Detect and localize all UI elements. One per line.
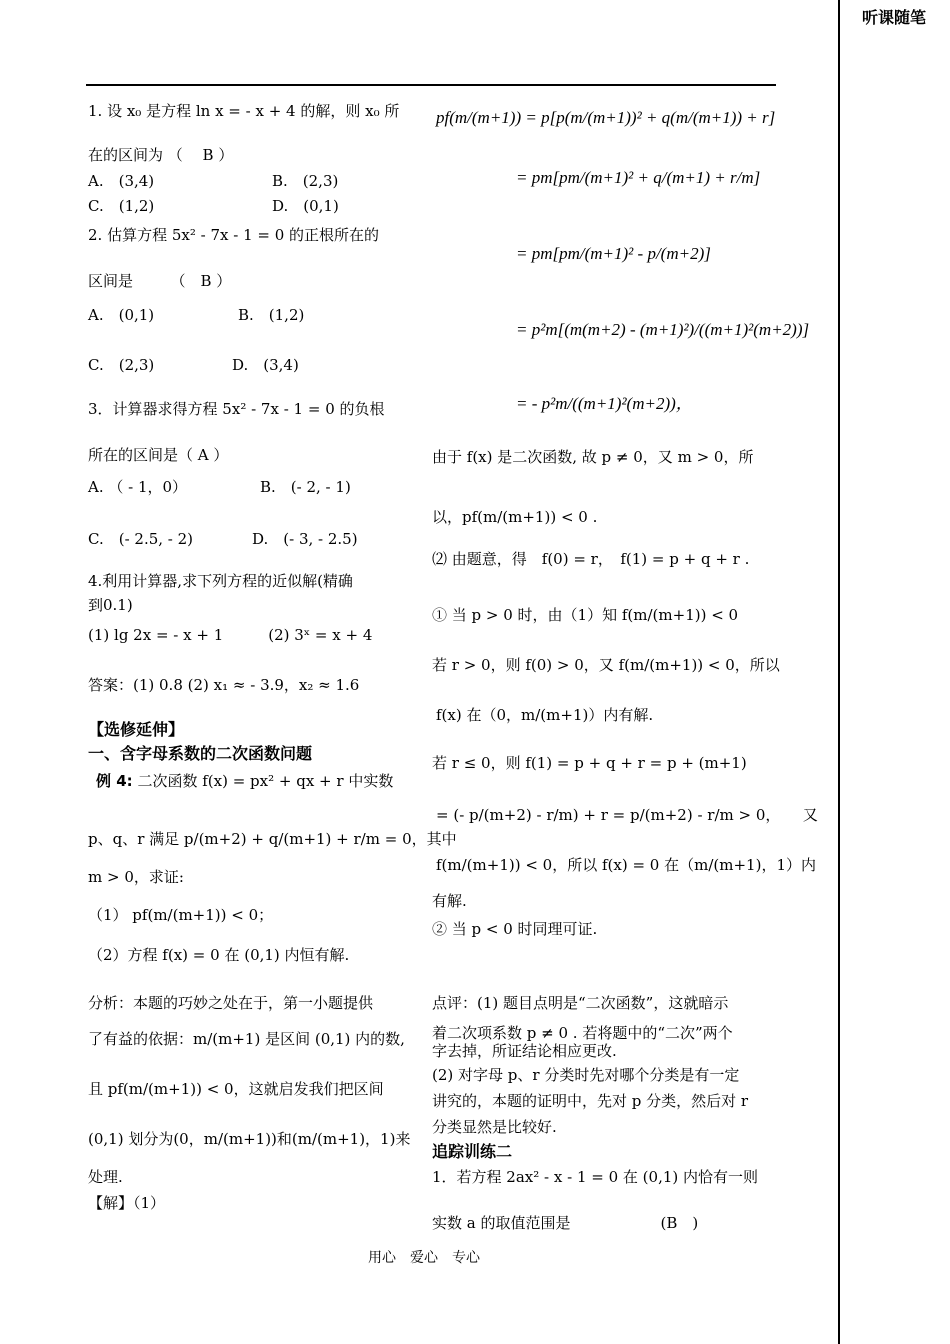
comment-line-4: (2) 对字母 p、r 分类时先对哪个分类是有一定 [432,1066,740,1084]
proof-line-9: f(m/(m+1)) < 0，所以 f(x) = 0 在（m/(m+1)，1）内 [436,856,816,874]
proof-line-10: 有解. [432,892,467,910]
derivation-step-1: pf(m/(m+1)) = p[p(m/(m+1))² + q(m/(m+1)) + r] [436,108,776,127]
q3-stem-cont: 所在的区间是（ A ） [88,446,229,464]
header-rule [86,84,776,86]
q2-option-b: B. (1,2) [238,306,305,324]
proof-line-1: 由于 f(x) 是二次函数, 故 p ≠ 0，又 m > 0，所 [432,448,754,466]
proof-line-2: 以，pf(m/(m+1)) < 0 . [432,508,598,526]
training-q1-line2: 实数 a 的取值范围是 (B ) [432,1214,699,1232]
training-q1-line1: 1．若方程 2ax² - x - 1 = 0 在 (0,1) 内恰有一则 [432,1168,758,1186]
proof-line-3: ⑵ 由题意，得 f(0) = r， f(1) = p + q + r . [432,550,750,568]
q3-option-b: B. (- 2, - 1) [260,478,351,496]
comment-line-3: 字去掉，所证结论相应更改. [432,1042,617,1060]
q3-option-d: D. (- 3, - 2.5) [252,530,358,548]
comment-line-6: 分类显然是比较好. [432,1118,557,1136]
q2-option-d: D. (3,4) [232,356,299,374]
proof-line-7: 若 r ≤ 0，则 f(1) = p + q + r = p + (m+1) [432,754,747,772]
q3-option-c: C. (- 2.5, - 2) [88,530,194,548]
derivation-step-4: = p²m[(m(m+2) - (m+1)²)/((m+1)²(m+2))] [516,320,810,339]
example-4-part2: （2）方程 f(x) = 0 在 (0,1) 内恒有解. [88,946,350,964]
section-title: 一、含字母系数的二次函数问题 [88,744,313,763]
tracking-training-heading: 追踪训练二 [432,1142,513,1161]
example-4-part1: （1） pf(m/(m+1)) < 0； [88,906,274,924]
q1-stem: 1. 设 x₀ 是方程 ln x = - x + 4 的解，则 x₀ 所 [88,102,400,120]
q4-stem: 4.利用计算器,求下列方程的近似解(精确 [88,572,353,590]
q3-stem: 3．计算器求得方程 5x² - 7x - 1 = 0 的负根 [88,400,385,418]
example-4-line3: m > 0，求证: [88,868,184,886]
analysis-line4: (0,1) 划分为(0，m/(m+1))和(m/(m+1)，1)来 [88,1130,411,1148]
proof-line-5: 若 r > 0，则 f(0) > 0，又 f(m/(m+1)) < 0，所以 [432,656,780,674]
q1-stem-cont: 在的区间为 （ B ） [88,146,234,164]
q1-option-d: D. (0,1) [272,197,339,215]
comment-line-5: 讲究的，本题的证明中，先对 p 分类，然后对 r [432,1092,749,1110]
sidebar-title: 听课随笔 [862,8,927,27]
example-4-line2: p、q、r 满足 p/(m+2) + q/(m+1) + r/m = 0，其中 [88,830,457,848]
derivation-step-3: = pm[pm/(m+1)² - p/(m+2)] [516,244,711,263]
sidebar-divider [838,0,840,1344]
analysis-line3: 且 pf(m/(m+1)) < 0，这就启发我们把区间 [88,1080,384,1098]
q3-option-a: A. （ - 1，0） [88,478,188,496]
derivation-step-2: = pm[pm/(m+1)² + q/(m+1) + r/m] [516,168,761,187]
q2-option-c: C. (2,3) [88,356,155,374]
q4-equations: (1) lg 2x = - x + 1 (2) 3ˣ = x + 4 [88,626,373,644]
derivation-step-5: = - p²m/((m+1)²(m+2))， [516,394,693,413]
example-4-text: 二次函数 f(x) = px² + qx + r 中实数 [137,772,394,790]
q1-option-b: B. (2,3) [272,172,339,190]
q2-stem: 2. 估算方程 5x² - 7x - 1 = 0 的正根所在的 [88,226,380,244]
q4-stem-cont: 到0.1) [88,596,133,614]
comment-line-1: 点评：(1) 题目点明是“二次函数”，这就暗示 [432,994,729,1012]
solution-heading: 【解】（1） [88,1194,166,1212]
analysis-line5: 处理. [88,1168,123,1186]
analysis-line1: 分析：本题的巧妙之处在于，第一小题提供 [88,994,374,1012]
proof-line-8: = (- p/(m+2) - r/m) + r = p/(m+2) - r/m > 0， 又 [436,806,818,824]
q2-stem-cont: 区间是 （ B ） [88,272,232,290]
example-4-line1 [96,772,393,790]
q2-option-a: A. (0,1) [88,306,155,324]
q4-answer: 答案：(1) 0.8 (2) x₁ ≈ - 3.9，x₂ ≈ 1.6 [88,676,360,694]
comment-line-2: 着二次项系数 p ≠ 0 . 若将题中的“二次”两个 [432,1024,733,1042]
elective-heading: 【选修延伸】 [88,720,185,739]
proof-line-6: f(x) 在（0，m/(m+1)）内有解. [436,706,654,724]
proof-line-11: ② 当 p < 0 时同理可证. [432,920,598,938]
q1-option-c: C. (1,2) [88,197,155,215]
page-footer: 用心 爱心 专心 [368,1250,480,1266]
example-4-label: 例 4: [96,772,133,790]
proof-line-4: ① 当 p > 0 时，由（1）知 f(m/(m+1)) < 0 [432,606,739,624]
q1-option-a: A. (3,4) [88,172,155,190]
analysis-line2: 了有益的依据：m/(m+1) 是区间 (0,1) 内的数, [88,1030,405,1048]
